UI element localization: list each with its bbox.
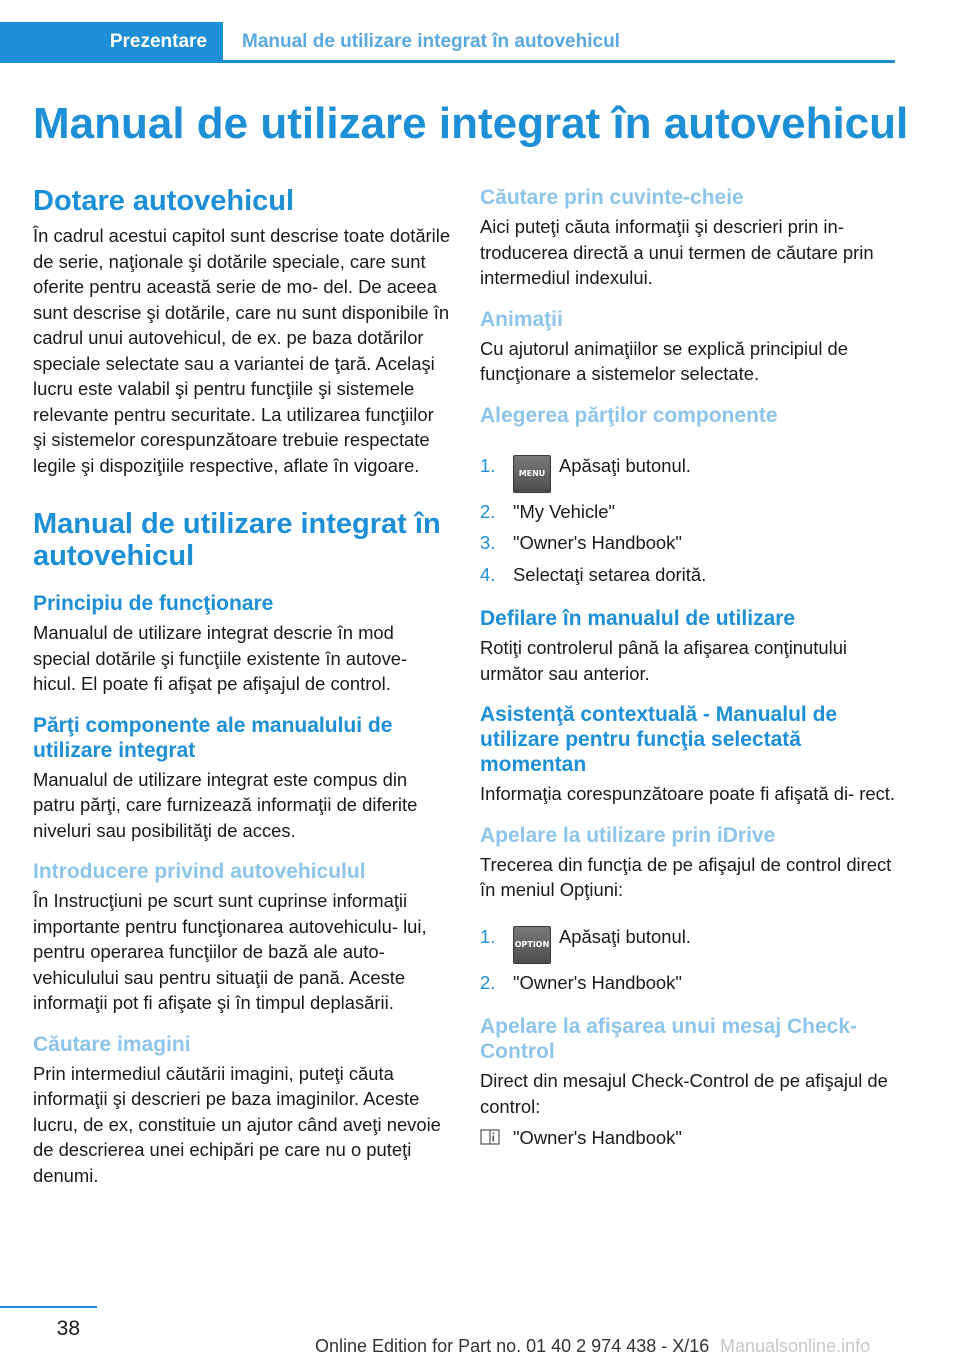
step-number: 1.	[480, 454, 496, 476]
alegerea-steps	[480, 453, 900, 588]
page-footer	[0, 1300, 960, 1362]
dotare-heading: Dotare autovehicul	[33, 185, 295, 217]
manual-heading: Manual de utilizare integrat în autovehicul	[33, 508, 441, 572]
step-number: 1.	[480, 925, 496, 947]
list-item	[480, 453, 900, 493]
header-rule	[0, 60, 895, 63]
idrive-text: Trecerea din funcţia de pe afişajul de control direct în meniul Opţiuni:	[480, 853, 892, 900]
asistenta-text: Informaţia corespunzătoare poate fi afişată di- rect.	[480, 783, 896, 804]
check-item	[480, 1125, 900, 1151]
step-text: "Owner's Handbook"	[513, 971, 682, 993]
principiu-text: Manualul de utilizare integrat descrie în mod special dotările şi funcţiile existente în autove- hicul. El poate fi afişat pe afişajul de control.	[33, 622, 408, 694]
cuvinte-text: Aici puteţi căuta informaţii şi descrieri prin in- troducerea directă a unui termen de căutare prin intermediul indexului.	[480, 216, 874, 288]
parti-heading: Părţi componente ale manualului de utilizare integrat	[33, 713, 393, 762]
page-header	[0, 22, 895, 62]
dotare-text: În cadrul acestui capitol sunt descrise toate dotările de serie, naţionale şi dotările speciale, care sunt oferite pentru această serie de mo- del. De aceea sunt descrise şi dotările, care nu sunt disponibile în cadrul unui autovehicul, de ex. pe baza dotărilor speciale selectate sau a variantei de ţară. Acelaşi lucru este valabil şi pentru funcţiile şi sistemele relevante pentru securitate. La utilizarea funcţiilor şi sistemelor corespunzătoare trebuie respectate legile şi dispoziţiile respective, aflate în vigoare.	[33, 225, 451, 476]
step-text: "My Vehicle"	[513, 500, 615, 522]
list-item	[480, 499, 900, 525]
list-item	[480, 924, 900, 964]
footer-rule	[0, 1306, 97, 1308]
asistenta-heading: Asistenţă contextuală - Manualul de utilizare pentru funcţia selectată momentan	[480, 703, 838, 776]
step-number: 4.	[480, 563, 496, 585]
idrive-steps	[480, 924, 900, 996]
check-item-text: "Owner's Handbook"	[513, 1127, 682, 1148]
animatii-text: Cu ajutorul animaţiilor se explică principiul de funcţionare a sistemelor selectate.	[480, 337, 848, 384]
parti-text: Manualul de utilizare integrat este compus din patru părţi, care furnizează informaţii de diferite niveluri sau posibilităţi de acces.	[33, 768, 418, 841]
option-button-icon: OPTION	[513, 926, 551, 964]
defilare-heading: Defilare în manualul de utilizare	[480, 607, 796, 630]
animatii-heading: Animaţii	[480, 307, 563, 331]
intro-heading: Introducere privind autovehiculul	[33, 860, 366, 883]
step-text: Apăsaţi butonul.	[559, 454, 691, 476]
menu-button-icon: MENU	[513, 455, 551, 493]
step-text: Apăsaţi butonul.	[559, 925, 691, 947]
list-item	[480, 562, 900, 588]
check-text: Direct din mesajul Check-Control de pe afişajul de control:	[480, 1070, 888, 1117]
page-number: 38	[56, 1317, 80, 1340]
defilare-text: Rotiţi controlerul până la afişarea conţinutului următor sau anterior.	[480, 637, 848, 684]
section-tab[interactable]: Prezentare	[0, 22, 223, 62]
step-number: 2.	[480, 500, 496, 522]
principiu-heading: Principiu de funcţionare	[33, 592, 274, 615]
intro-text: În Instrucţiuni pe scurt sunt cuprinse informaţii importante pentru funcţionarea autovehiculu- lui, pentru operarea funcţiilor de bază ale auto- vehiculului sau pentru situaţii de pană. Aceste informaţii pot fi afişate şi în timpul deplasării.	[33, 890, 427, 1013]
left-column	[33, 185, 451, 1188]
alegerea-heading: Alegerea părţilor componente	[480, 403, 778, 427]
edition-note: Online Edition for Part no. 01 40 2 974 438 - X/16	[315, 1336, 710, 1356]
imagini-text: Prin intermediul căutării imagini, puteţi căuta informaţii şi descrieri pe baza imaginilor. Aceste lucru, de ex, constituie un ajutor când aveţi nevoie de descrierea unei echipări pe care nu o puteţi denumi.	[33, 1062, 441, 1186]
idrive-heading: Apelare la utilizare prin iDrive	[480, 823, 776, 847]
step-text: Selectaţi setarea dorită.	[513, 563, 707, 585]
list-item	[480, 970, 900, 996]
step-text: "Owner's Handbook"	[513, 532, 682, 553]
cuvinte-heading: Căutare prin cuvinte-cheie	[480, 186, 744, 209]
right-column	[480, 185, 900, 1151]
list-item	[480, 530, 900, 556]
breadcrumb[interactable]: Manual de utilizare integrat în autovehicul	[242, 31, 620, 52]
imagini-heading: Căutare imagini	[33, 1032, 191, 1056]
page-title: Manual de utilizare integrat în autovehicul	[33, 99, 909, 148]
step-number: 2.	[480, 971, 496, 993]
step-number: 3.	[480, 532, 496, 553]
book-icon	[480, 1128, 500, 1146]
watermark: Manualsonline.info	[720, 1336, 871, 1356]
check-heading: Apelare la afişarea unui mesaj Check- Control	[480, 1015, 858, 1063]
